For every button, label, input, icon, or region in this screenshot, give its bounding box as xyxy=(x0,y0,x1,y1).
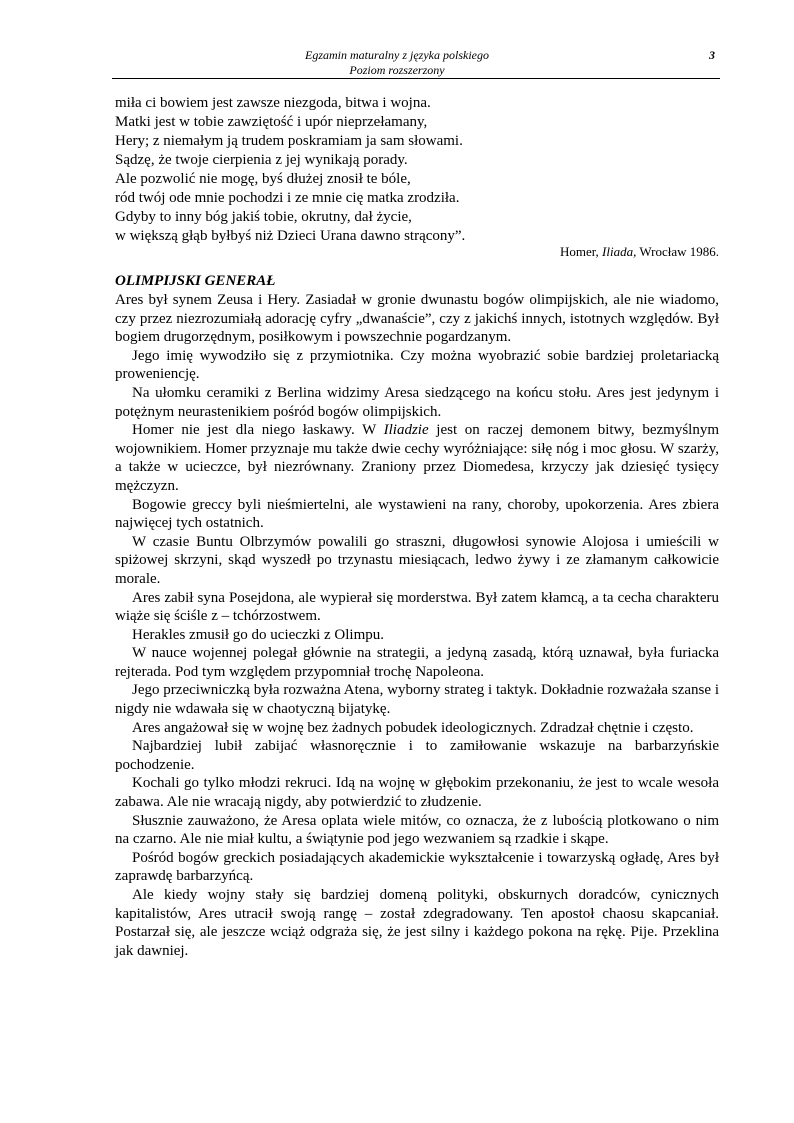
page-number: 3 xyxy=(709,48,715,62)
citation-work: Iliada, xyxy=(602,244,637,259)
poem-line: w większą głąb byłbyś niż Dzieci Urana dawno strącony”. xyxy=(115,228,466,244)
article-paragraph: Ale kiedy wojny stały się bardziej domeną polityki, obskurnych doradców, cynicznych kapitalistów, Ares utracił swoją rangę – został zdegradowany. Ten apostoł chaosu skapcaniał. Postarzał się, ale jeszcze wciąż odgraża się, że jest silny i każdego pokona na rękę. Pije. Przeklina jak dawniej. xyxy=(115,887,719,959)
article-paragraph: Jego imię wywodziło się z przymiotnika. Czy można wyobrazić sobie bardziej proletariacką proweniencję. xyxy=(115,347,719,383)
article-paragraph: Herakles zmusił go do ucieczki z Olimpu. xyxy=(132,626,385,643)
article-paragraph: Bogowie greccy byli nieśmiertelni, ale wystawieni na rany, choroby, upokorzenia. Ares zbiera najwięcej tych ostatnich. xyxy=(115,496,719,532)
citation-place-year: Wrocław 1986. xyxy=(636,244,719,259)
article-paragraph: Kochali go tylko młodzi rekruci. Idą na wojnę w głębokim przekonaniu, że jest to wcale wesoła zabawa. Ale nie wracają nigdy, aby potwierdzić to złudzenie. xyxy=(115,775,719,811)
poem-line: Ale pozwolić nie mogę, byś dłużej znosił te bóle, xyxy=(115,171,411,187)
work-title: Iliadzie xyxy=(383,422,429,439)
paragraph-text: jest on raczej demonem bitwy, bezmyślnym wojownikiem. Homer przyznaje mu także dwie cechy wyróżniające: siłę nóg i moc głosu. W szarży, a także w ucieczce, był niezrównany. Zraniony przez Diomedesa, krzyczy jak dziesięć tysięcy mężczyzn. xyxy=(115,422,719,494)
page-header xyxy=(0,48,794,78)
article-paragraph xyxy=(115,421,719,495)
article-paragraph: Jego przeciwniczką była rozważna Atena, wyborny strateg i taktyk. Dokładnie rozważała szanse i nigdy nie wdawała się w chaotyczną bijatykę. xyxy=(115,682,719,718)
source-citation xyxy=(115,244,719,260)
poem-line: Gdyby to inny bóg jakiś tobie, okrutny, dał życie, xyxy=(115,209,412,225)
header-divider xyxy=(112,78,720,79)
article-paragraph: W nauce wojennej polegał głównie na strategii, a jedyną zasadą, którą uznawał, była furiacka rejterada. Pod tym względem przypomniał trochę Napoleona. xyxy=(115,645,719,680)
article-paragraph: Ares zabił syna Posejdona, ale wypierał się morderstwa. Był zatem kłamcą, a ta cecha charakteru wiąże się ściśle z – tchórzostwem. xyxy=(115,589,719,625)
article-paragraph: Słusznie zauważono, że Aresa oplata wiele mitów, co oznacza, że z lubością plotkowano o nim na czarno. Ale nie miał kultu, a świątynie pod jego wezwaniem są rzadkie i skąpe. xyxy=(115,812,719,848)
article-paragraph: Ares angażował się w wojnę bez żadnych pobudek ideologicznych. Zdradzał chętnie i często. xyxy=(132,719,694,736)
article-title: OLIMPIJSKI GENERAŁ xyxy=(115,273,276,289)
exam-title: Egzamin maturalny z języka polskiego xyxy=(305,48,489,62)
article xyxy=(115,272,719,960)
poem-line: Hery; z niemałym ją trudem poskramiam ja sam słowami. xyxy=(115,133,463,149)
article-paragraph: Pośród bogów greckich posiadających akademickie wykształcenie i towarzyską ogładę, Ares był zaprawdę barbarzyńcą. xyxy=(115,849,719,885)
paragraph-text: Homer nie jest dla niego łaskawy. W xyxy=(132,422,384,439)
exam-level: Poziom rozszerzony xyxy=(349,63,445,77)
article-paragraph: W czasie Buntu Olbrzymów powalili go straszni, długowłosi synowie Alojosa i umieścili w spiżowej skrzyni, skąd wyszedł po trzynastu miesiącach, ledwo żywy i ze złamanym całkowicie morale. xyxy=(115,533,719,587)
poem-line: Matki jest w tobie zawziętość i upór nieprzełamany, xyxy=(115,114,428,130)
poem-line: ród twój ode mnie pochodzi i ze mnie cię matka zrodziła. xyxy=(115,190,460,206)
poem-line: Sądzę, że twoje cierpienia z jej wynikają porady. xyxy=(115,152,408,168)
poem-excerpt xyxy=(115,94,720,246)
article-paragraph: Najbardziej lubił zabijać własnoręcznie i to zamiłowanie wskazuje na barbarzyńskie pochodzenie. xyxy=(115,738,719,773)
citation-author: Homer, xyxy=(559,244,603,259)
article-paragraph: Na ułomku ceramiki z Berlina widzimy Aresa siedzącego na końcu stołu. Ares jest jedynym i potężnym neurastenikiem pośród bogów olimpijskich. xyxy=(115,384,719,420)
poem-line: miła ci bowiem jest zawsze niezgoda, bitwa i wojna. xyxy=(115,95,431,111)
article-paragraph: Ares był synem Zeusa i Hery. Zasiadał w gronie dwunastu bogów olimpijskich, ale nie wiadomo, czy przez niezrozumiałą adorację cyfry „dwanaście”, czy z jakichś innych, istotnych względów. Był bogiem drugorzędnym, posiłkowym i powszechnie pogardzanym. xyxy=(115,292,719,346)
